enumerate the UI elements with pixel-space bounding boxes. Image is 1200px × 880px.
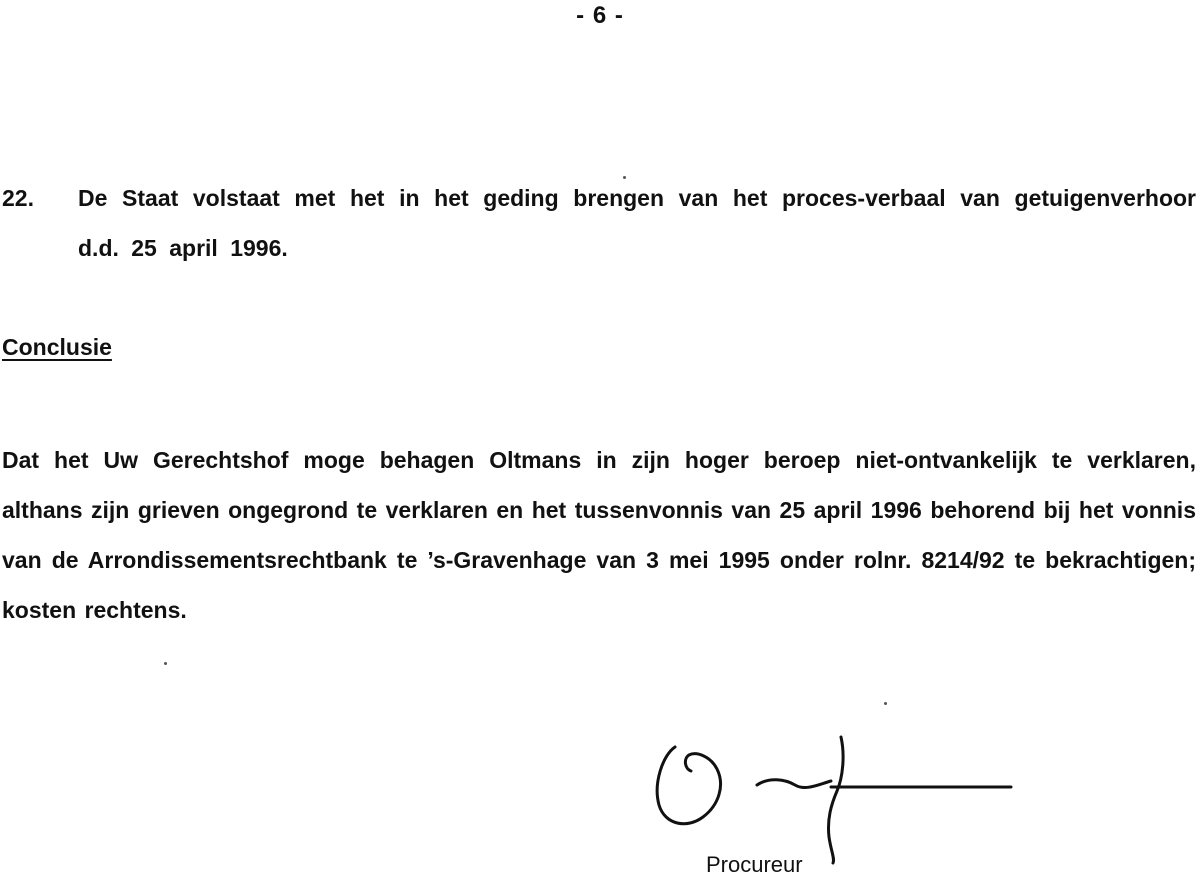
scan-speck <box>164 662 167 665</box>
section-heading-conclusie: Conclusie <box>2 334 112 360</box>
paragraph-number: 22. <box>2 185 34 211</box>
handwritten-signature <box>645 725 1025 865</box>
signature-strokes <box>645 725 1025 865</box>
numbered-paragraph-22 <box>2 173 1196 273</box>
paragraph-text: De Staat volstaat met het in het geding brengen van het proces-verbaal van getuigenverhoor d.d. 25 april 1996. <box>78 185 1196 261</box>
scan-speck <box>884 702 887 705</box>
page-number: - 6 - <box>576 2 624 29</box>
scan-speck <box>623 176 626 179</box>
signer-role: Procureur <box>706 852 803 877</box>
conclusion-text: Dat het Uw Gerechtshof moge behagen Oltmans in zijn hoger beroep niet-ontvankelijk te verklaren, althans zijn grieven ongegrond te verklaren en het tussenvonnis van 25 april 1996 behorend bij het vonnis van de Arrondissementsrechtbank te ’s-Gravenhage van 3 mei 1995 onder rolnr. 8214/92 te bekrachtigen; kosten rechtens. <box>2 447 1196 623</box>
